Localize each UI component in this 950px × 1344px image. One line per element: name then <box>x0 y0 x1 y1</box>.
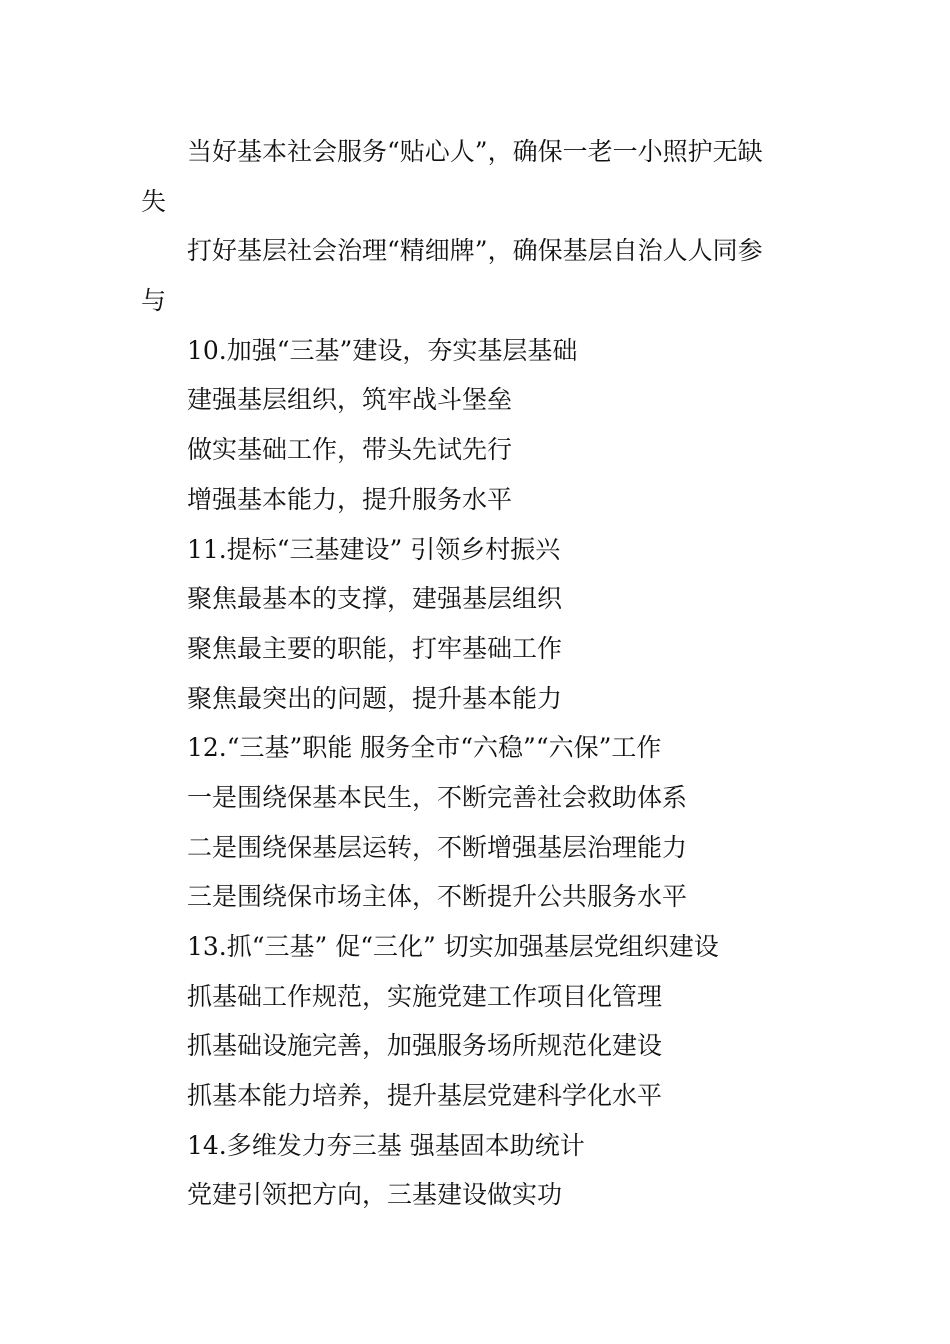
text-line: 打好基层社会治理“精细牌”，确保基层自治人人同参 <box>187 236 763 266</box>
text-line: 抓基础设施完善，加强服务场所规范化建设 <box>187 1031 663 1061</box>
text-line-continuation: 失 <box>141 186 167 216</box>
text-line: 聚焦最突出的问题，提升基本能力 <box>187 683 563 713</box>
section-heading: 12.“三基”职能 服务全市“六稳”“六保”工作 <box>187 733 662 763</box>
text-line: 抓基础工作规范，实施党建工作项目化管理 <box>187 981 663 1011</box>
text-line: 一是围绕保基本民生，不断完善社会救助体系 <box>187 782 688 812</box>
text-line: 做实基础工作，带头先试先行 <box>187 435 513 465</box>
text-line: 聚焦最基本的支撑，建强基层组织 <box>187 584 563 614</box>
section-heading: 10.加强“三基”建设，夯实基层基础 <box>187 335 578 365</box>
section-heading: 13.抓“三基” 促“三化” 切实加强基层党组织建设 <box>187 932 719 961</box>
text-line: 二是围绕保基层运转，不断增强基层治理能力 <box>187 832 688 862</box>
text-line: 增强基本能力，提升服务水平 <box>187 484 513 514</box>
text-line: 抓基本能力培养，提升基层党建科学化水平 <box>187 1081 663 1111</box>
document-body <box>141 127 821 1220</box>
text-line: 党建引领把方向，三基建设做实功 <box>187 1180 563 1210</box>
text-line: 聚焦最主要的职能，打牢基础工作 <box>187 633 563 663</box>
text-line-continuation: 与 <box>141 286 167 316</box>
text-line: 三是围绕保市场主体，不断提升公共服务水平 <box>187 882 688 912</box>
text-line: 当好基本社会服务“贴心人”，确保一老一小照护无缺 <box>187 137 763 166</box>
text-line: 建强基层组织，筑牢战斗堡垒 <box>187 385 513 415</box>
section-heading: 11.提标“三基建设” 引领乡村振兴 <box>187 534 561 564</box>
section-heading: 14.多维发力夯三基 强基固本助统计 <box>187 1130 585 1160</box>
